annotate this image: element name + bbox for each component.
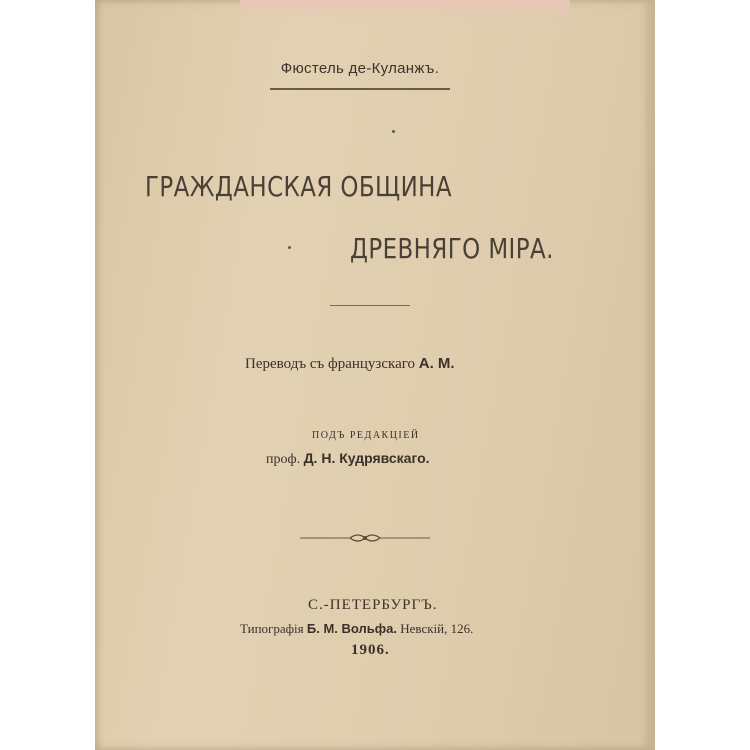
- editor-label: ПОДЪ РЕДАКЦІЕЙ: [312, 430, 420, 441]
- printer-name: Б. М. Вольфа.: [306, 621, 397, 636]
- author-frame: [270, 54, 450, 90]
- paper-speck: [392, 130, 395, 133]
- title-divider: [330, 305, 410, 306]
- page-stain: [240, 0, 570, 22]
- editor-name: Д. Н. Кудрявскаго.: [303, 450, 430, 466]
- translation-line: [245, 355, 455, 373]
- editor-prefix: проф.: [266, 452, 301, 467]
- book-title-line-2: ДРЕВНЯГО МІРА.: [350, 232, 554, 265]
- imprint-city: С.-ПЕТЕРБУРГЪ.: [308, 597, 438, 613]
- page-edge-shadow: [643, 0, 655, 750]
- printer-line: [240, 621, 473, 637]
- publication-year: 1906.: [351, 642, 390, 658]
- printer-address: Невскій, 126.: [400, 621, 474, 636]
- translator-initials: А. М.: [418, 355, 455, 372]
- book-title-line-1: ГРАЖДАНСКАЯ ОБЩИНА: [145, 170, 452, 203]
- ornament-divider: [300, 532, 430, 544]
- title-page: [95, 0, 655, 750]
- editor-line: [266, 450, 430, 468]
- translation-text: Переводъ съ французскаго: [245, 356, 416, 372]
- author-name: Фюстель де-Куланжъ.: [280, 60, 440, 77]
- paper-speck: [288, 246, 291, 249]
- printer-prefix: Типографія: [240, 621, 304, 636]
